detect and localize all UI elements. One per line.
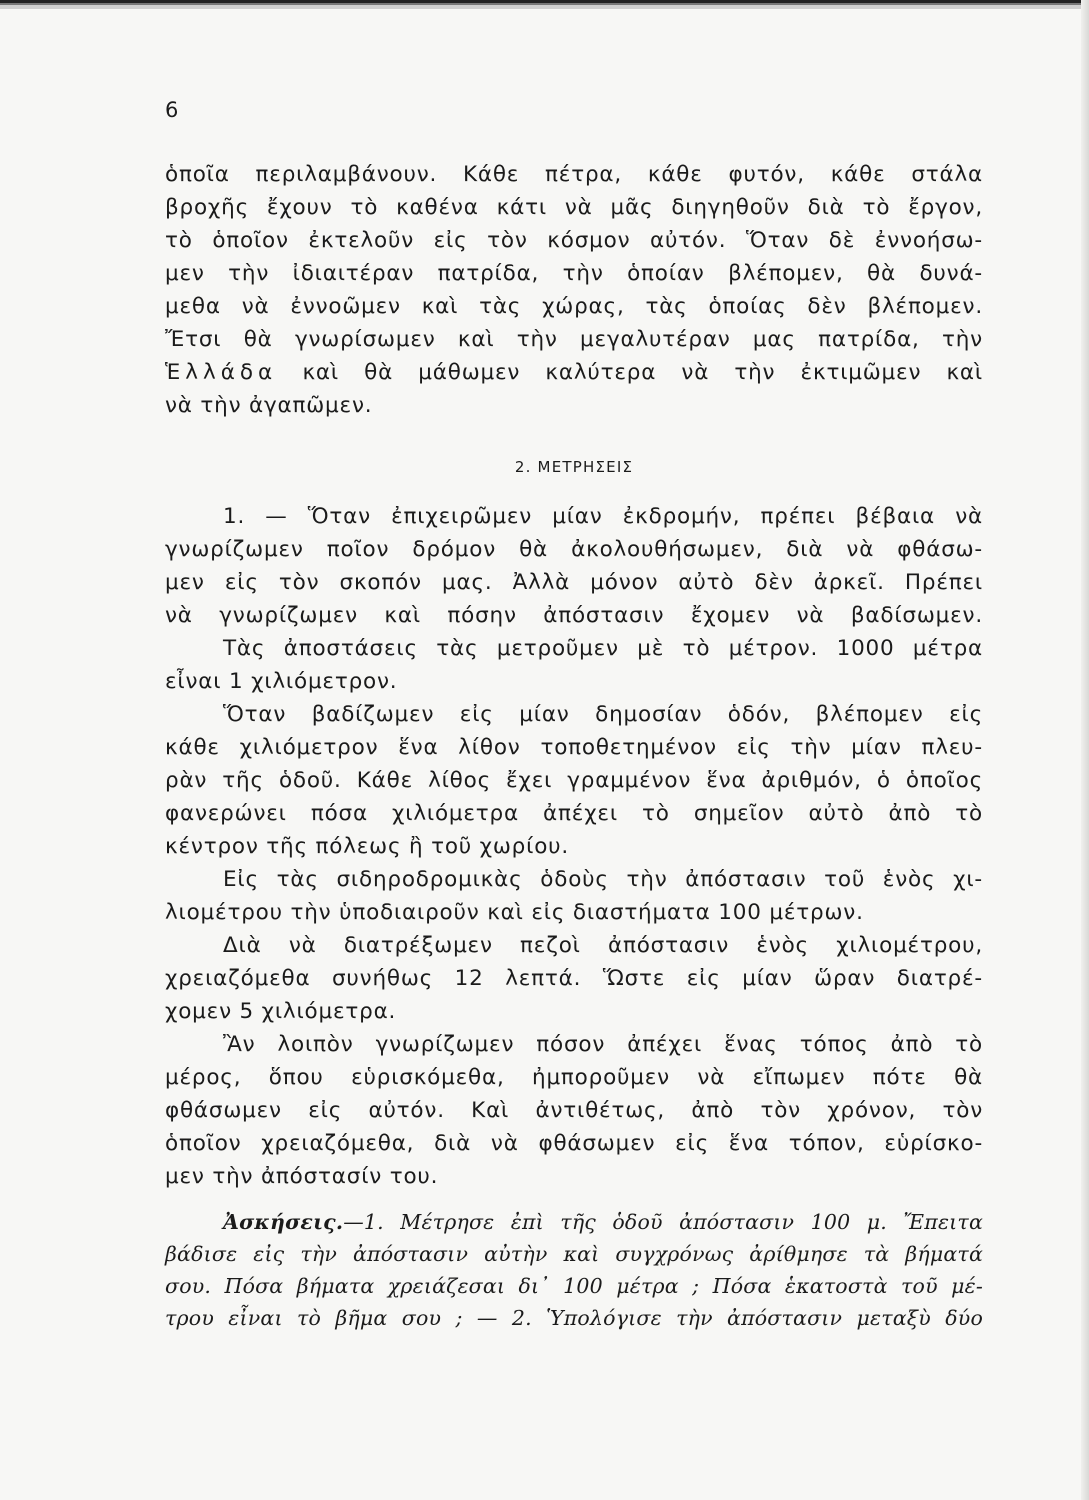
text-line: γνωρίζωμεν ποῖον δρόμον θὰ ἀκολουθήσωμεν, διὰ νὰ φθάσω- bbox=[165, 537, 983, 562]
emphasized-word: Ἑλλάδα bbox=[165, 360, 278, 385]
text-line: φανερώνει πόσα χιλιόμετρα ἀπέχει τὸ σημεῖον αὐτὸ ἀπὸ τὸ bbox=[165, 801, 983, 826]
text-line: Ἂν λοιπὸν γνωρίζωμεν πόσον ἀπέχει ἕνας τόπος ἀπὸ τὸ bbox=[223, 1032, 983, 1057]
text-line: χομεν 5 χιλιόμετρα. bbox=[165, 999, 397, 1024]
section-heading: 2. ΜΕΤΡΗΣΕΙΣ bbox=[514, 458, 634, 476]
text-line: μεν εἰς τὸν σκοπόν μας. Ἀλλὰ μόνον αὐτὸ δὲν ἀρκεῖ. Πρέπει bbox=[165, 570, 983, 595]
section-body bbox=[165, 500, 983, 1193]
text-line: σου. Πόσα βήματα χρειάζεσαι δι᾽ 100 μέτρα ; Πόσα ἑκατοστὰ τοῦ μέ- bbox=[165, 1274, 983, 1298]
text-fragment: καὶ θὰ μάθωμεν καλύτερα νὰ τὴν ἐκτιμῶμεν καὶ bbox=[302, 360, 983, 385]
text-line: κάθε χιλιόμετρον ἕνα λίθον τοποθετημένον εἰς τὴν μίαν πλευ- bbox=[165, 735, 983, 760]
page-right-edge bbox=[1081, 0, 1089, 1500]
text-line: ρὰν τῆς ὁδοῦ. Κάθε λίθος ἔχει γραμμένον ἕνα ἀριθμόν, ὁ ὁποῖος bbox=[165, 768, 983, 793]
text-line: νὰ τὴν ἀγαπῶμεν. bbox=[165, 393, 373, 418]
text-line: ὁποῖα περιλαμβάνουν. Κάθε πέτρα, κάθε φυτόν, κάθε στάλα bbox=[165, 162, 983, 187]
text-line: νὰ γνωρίζωμεν καὶ πόσην ἀπόστασιν ἔχομεν νὰ βαδίσωμεν. bbox=[165, 603, 983, 628]
page-number: 6 bbox=[165, 98, 179, 122]
text-line: Εἰς τὰς σιδηροδρομικὰς ὁδοὺς τὴν ἀπόστασιν τοῦ ἑνὸς χι- bbox=[223, 867, 983, 892]
intro-paragraph bbox=[165, 158, 983, 422]
text-line: Τὰς ἀποστάσεις τὰς μετροῦμεν μὲ τὸ μέτρον. 1000 μέτρα bbox=[223, 636, 983, 661]
text-line: εἶναι 1 χιλιόμετρον. bbox=[165, 669, 398, 694]
text-line bbox=[165, 356, 983, 389]
text-line: κέντρον τῆς πόλεως ἢ τοῦ χωρίου. bbox=[165, 834, 570, 859]
text-line: χρειαζόμεθα συνήθως 12 λεπτά. Ὥστε εἰς μίαν ὥραν διατρέ- bbox=[165, 966, 983, 991]
exercises-paragraph bbox=[165, 1206, 983, 1334]
page-top-edge bbox=[0, 0, 1089, 9]
text-line: μεθα νὰ ἐννοῶμεν καὶ τὰς χώρας, τὰς ὁποίας δὲν βλέπομεν. bbox=[165, 294, 983, 319]
text-line: ὁποῖον χρειαζόμεθα, διὰ νὰ φθάσωμεν εἰς ἕνα τόπον, εὑρίσκο- bbox=[165, 1131, 983, 1156]
text-line: τὸ ὁποῖον ἐκτελοῦν εἰς τὸν κόσμον αὐτόν. Ὅταν δὲ ἐννοήσω- bbox=[165, 228, 983, 253]
text-line: φθάσωμεν εἰς αὐτόν. Καὶ ἀντιθέτως, ἀπὸ τὸν χρόνον, τὸν bbox=[165, 1098, 983, 1123]
text-line bbox=[165, 1206, 983, 1238]
text-line: τρου εἶναι τὸ βῆμα σου ; — 2. Ὑπολόγισε τὴν ἀπόστασιν μεταξὺ δύο bbox=[165, 1306, 983, 1330]
text-line: μεν τὴν ἰδιαιτέραν πατρίδα, τὴν ὁποίαν βλέπομεν, θὰ δυνά- bbox=[165, 261, 983, 286]
text-line: λιομέτρου τὴν ὑποδιαιροῦν καὶ εἰς διαστήματα 100 μέτρων. bbox=[165, 900, 864, 925]
text-line: Ὅταν βαδίζωμεν εἰς μίαν δημοσίαν ὁδόν, βλέπομεν εἰς bbox=[223, 702, 983, 727]
text-line: Ἔτσι θὰ γνωρίσωμεν καὶ τὴν μεγαλυτέραν μας πατρίδα, τὴν bbox=[165, 327, 983, 352]
text-fragment: —1. Μέτρησε ἐπὶ τῆς ὁδοῦ ἀπόστασιν 100 μ. Ἔπειτα bbox=[343, 1210, 983, 1234]
text-line: Διὰ νὰ διατρέξωμεν πεζοὶ ἀπόστασιν ἑνὸς χιλιομέτρου, bbox=[223, 933, 983, 958]
text-line: βροχῆς ἔχουν τὸ καθένα κάτι νὰ μᾶς διηγηθοῦν διὰ τὸ ἔργον, bbox=[165, 195, 983, 220]
text-line: βάδισε εἰς τὴν ἀπόστασιν αὐτὴν καὶ συγχρόνως ἀρίθμησε τὰ βήματά bbox=[165, 1242, 983, 1266]
text-line: μέρος, ὅπου εὑρισκόμεθα, ἠμποροῦμεν νὰ εἴπωμεν πότε θὰ bbox=[165, 1065, 983, 1090]
exercises-label: Ἀσκήσεις. bbox=[223, 1210, 344, 1234]
text-line: 1. — Ὅταν ἐπιχειρῶμεν μίαν ἐκδρομήν, πρέπει βέβαια νὰ bbox=[223, 504, 983, 529]
text-line: μεν τὴν ἀπόστασίν του. bbox=[165, 1164, 439, 1189]
